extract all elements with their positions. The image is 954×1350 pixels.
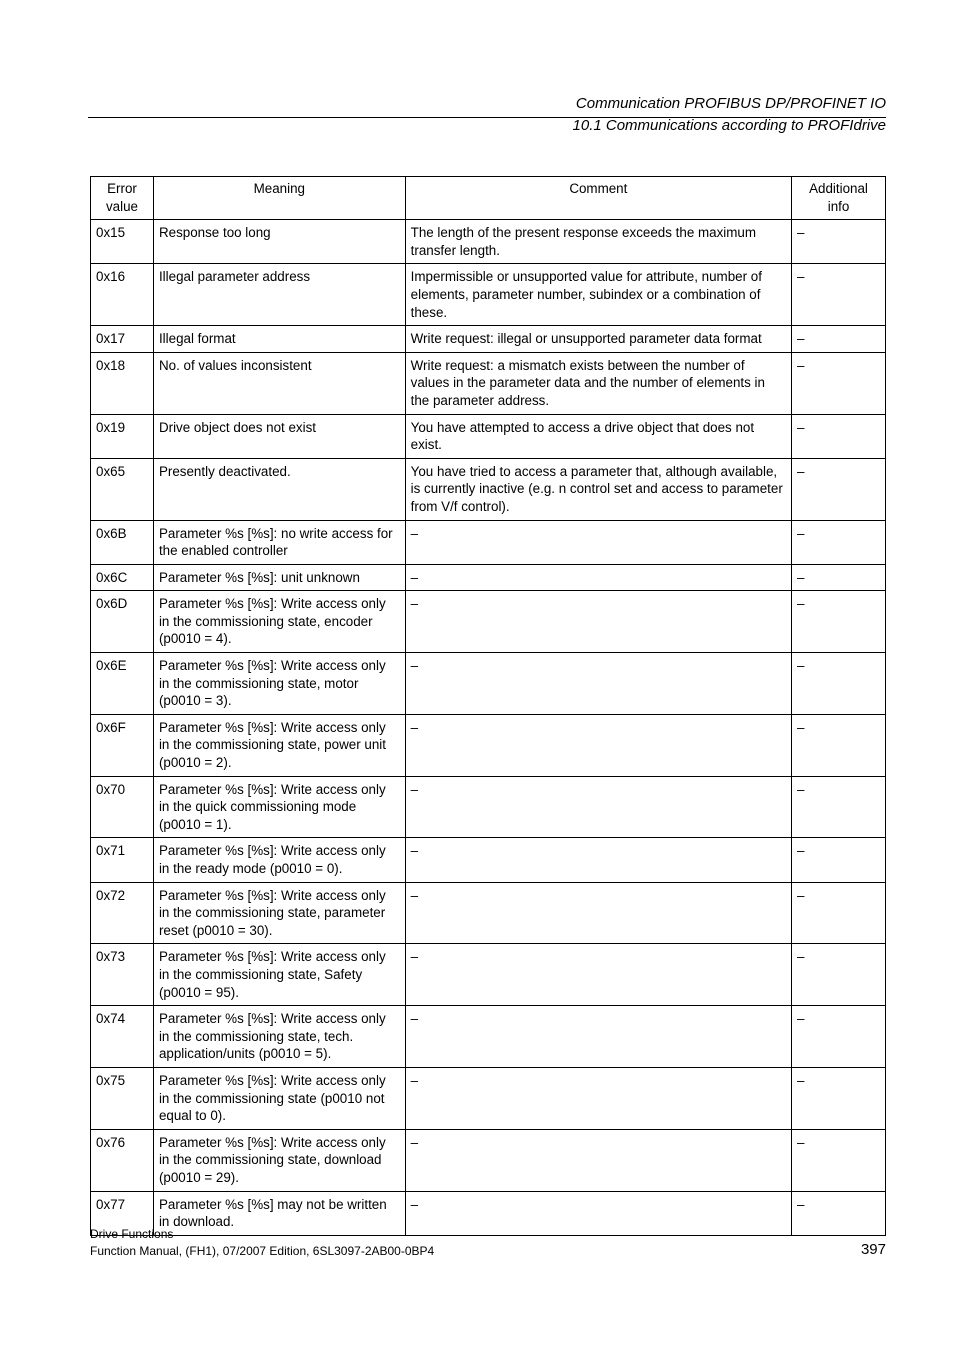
table-row	[91, 714, 886, 776]
meaning-cell: No. of values inconsistent	[153, 352, 405, 414]
meaning-cell: Parameter %s [%s]: Write access only in the commissioning state, download (p0010 = 29).	[153, 1129, 405, 1191]
table-row	[91, 564, 886, 591]
table-row	[91, 520, 886, 564]
meaning-cell: Parameter %s [%s] may not be written in download.	[153, 1191, 405, 1235]
comment-cell: You have attempted to access a drive object that does not exist.	[405, 414, 791, 458]
error-value-cell: 0x70	[91, 776, 154, 838]
comment-cell: –	[405, 714, 791, 776]
table-row	[91, 414, 886, 458]
error-value-cell: 0x17	[91, 326, 154, 353]
error-value-cell: 0x18	[91, 352, 154, 414]
meaning-cell: Parameter %s [%s]: Write access only in the commissioning state, Safety (p0010 = 95).	[153, 944, 405, 1006]
meaning-cell: Parameter %s [%s]: Write access only in the ready mode (p0010 = 0).	[153, 838, 405, 882]
table-header-row	[91, 177, 886, 220]
table-row	[91, 1129, 886, 1191]
table-row	[91, 458, 886, 520]
column-header-meaning: Meaning	[153, 177, 405, 220]
additional-info-cell: –	[792, 564, 886, 591]
comment-cell: –	[405, 564, 791, 591]
additional-info-cell: –	[792, 352, 886, 414]
meaning-cell: Parameter %s [%s]: Write access only in the quick commissioning mode (p0010 = 1).	[153, 776, 405, 838]
additional-info-cell: –	[792, 220, 886, 264]
additional-info-cell: –	[792, 326, 886, 353]
error-value-cell: 0x75	[91, 1067, 154, 1129]
comment-cell: –	[405, 591, 791, 653]
comment-cell: –	[405, 838, 791, 882]
table-row	[91, 326, 886, 353]
comment-cell: –	[405, 653, 791, 715]
error-value-cell: 0x16	[91, 264, 154, 326]
meaning-cell: Drive object does not exist	[153, 414, 405, 458]
comment-cell: –	[405, 944, 791, 1006]
meaning-cell: Illegal parameter address	[153, 264, 405, 326]
meaning-cell: Parameter %s [%s]: Write access only in the commissioning state, tech. application/units (p0010 = 5).	[153, 1006, 405, 1068]
error-value-cell: 0x65	[91, 458, 154, 520]
error-value-cell: 0x6F	[91, 714, 154, 776]
additional-info-cell: –	[792, 882, 886, 944]
table-row	[91, 352, 886, 414]
error-value-cell: 0x6E	[91, 653, 154, 715]
meaning-cell: Presently deactivated.	[153, 458, 405, 520]
meaning-cell: Parameter %s [%s]: unit unknown	[153, 564, 405, 591]
comment-cell: –	[405, 882, 791, 944]
table-row	[91, 264, 886, 326]
additional-info-cell: –	[792, 458, 886, 520]
footer-book-title: Drive Functions	[90, 1227, 174, 1241]
error-value-cell: 0x71	[91, 838, 154, 882]
error-value-cell: 0x76	[91, 1129, 154, 1191]
table-row	[91, 653, 886, 715]
column-header-error-value: Error value	[91, 177, 154, 220]
column-header-comment: Comment	[405, 177, 791, 220]
error-value-cell: 0x6D	[91, 591, 154, 653]
additional-info-cell: –	[792, 838, 886, 882]
additional-info-cell: –	[792, 1006, 886, 1068]
table-row	[91, 1067, 886, 1129]
table-body	[91, 220, 886, 1236]
column-header-additional-info: Additional info	[792, 177, 886, 220]
error-value-table	[90, 176, 886, 1236]
error-value-cell: 0x77	[91, 1191, 154, 1235]
additional-info-cell: –	[792, 714, 886, 776]
additional-info-cell: –	[792, 591, 886, 653]
header-chapter-title: Communication PROFIBUS DP/PROFINET IO	[575, 95, 886, 112]
additional-info-cell: –	[792, 653, 886, 715]
additional-info-cell: –	[792, 1129, 886, 1191]
comment-cell: –	[405, 1191, 791, 1235]
header-section-title: 10.1 Communications according to PROFIdrive	[572, 117, 886, 134]
table-row	[91, 776, 886, 838]
error-value-cell: 0x73	[91, 944, 154, 1006]
meaning-cell: Parameter %s [%s]: Write access only in the commissioning state, encoder (p0010 = 4).	[153, 591, 405, 653]
table-row	[91, 944, 886, 1006]
comment-cell: The length of the present response exceeds the maximum transfer length.	[405, 220, 791, 264]
meaning-cell: Illegal format	[153, 326, 405, 353]
additional-info-cell: –	[792, 776, 886, 838]
additional-info-cell: –	[792, 264, 886, 326]
error-value-cell: 0x72	[91, 882, 154, 944]
table-row	[91, 838, 886, 882]
additional-info-cell: –	[792, 520, 886, 564]
comment-cell: –	[405, 1067, 791, 1129]
additional-info-cell: –	[792, 414, 886, 458]
meaning-cell: Parameter %s [%s]: Write access only in the commissioning state (p0010 not equal to 0).	[153, 1067, 405, 1129]
comment-cell: You have tried to access a parameter that, although available, is currently inactive (e.g. n control set and access to parameter from V/f control).	[405, 458, 791, 520]
meaning-cell: Parameter %s [%s]: Write access only in the commissioning state, parameter reset (p0010 = 30).	[153, 882, 405, 944]
additional-info-cell: –	[792, 1191, 886, 1235]
footer-edition: Function Manual, (FH1), 07/2007 Edition, 6SL3097-2AB00-0BP4	[90, 1244, 435, 1258]
meaning-cell: Parameter %s [%s]: no write access for the enabled controller	[153, 520, 405, 564]
comment-cell: Write request: a mismatch exists between the number of values in the parameter data and the number of elements in the parameter address.	[405, 352, 791, 414]
page-number: 397	[860, 1241, 886, 1258]
error-value-cell: 0x6B	[91, 520, 154, 564]
error-value-cell: 0x6C	[91, 564, 154, 591]
additional-info-cell: –	[792, 1067, 886, 1129]
comment-cell: –	[405, 520, 791, 564]
comment-cell: –	[405, 776, 791, 838]
table-row	[91, 591, 886, 653]
meaning-cell: Parameter %s [%s]: Write access only in the commissioning state, power unit (p0010 = 2).	[153, 714, 405, 776]
meaning-cell: Parameter %s [%s]: Write access only in the commissioning state, motor (p0010 = 3).	[153, 653, 405, 715]
meaning-cell: Response too long	[153, 220, 405, 264]
comment-cell: –	[405, 1006, 791, 1068]
additional-info-cell: –	[792, 944, 886, 1006]
comment-cell: Write request: illegal or unsupported parameter data format	[405, 326, 791, 353]
comment-cell: –	[405, 1129, 791, 1191]
error-value-cell: 0x74	[91, 1006, 154, 1068]
table-row	[91, 1006, 886, 1068]
comment-cell: Impermissible or unsupported value for attribute, number of elements, parameter number, subindex or a combination of these.	[405, 264, 791, 326]
table-row	[91, 882, 886, 944]
table-row	[91, 1191, 886, 1235]
table-row	[91, 220, 886, 264]
error-value-cell: 0x15	[91, 220, 154, 264]
error-value-cell: 0x19	[91, 414, 154, 458]
